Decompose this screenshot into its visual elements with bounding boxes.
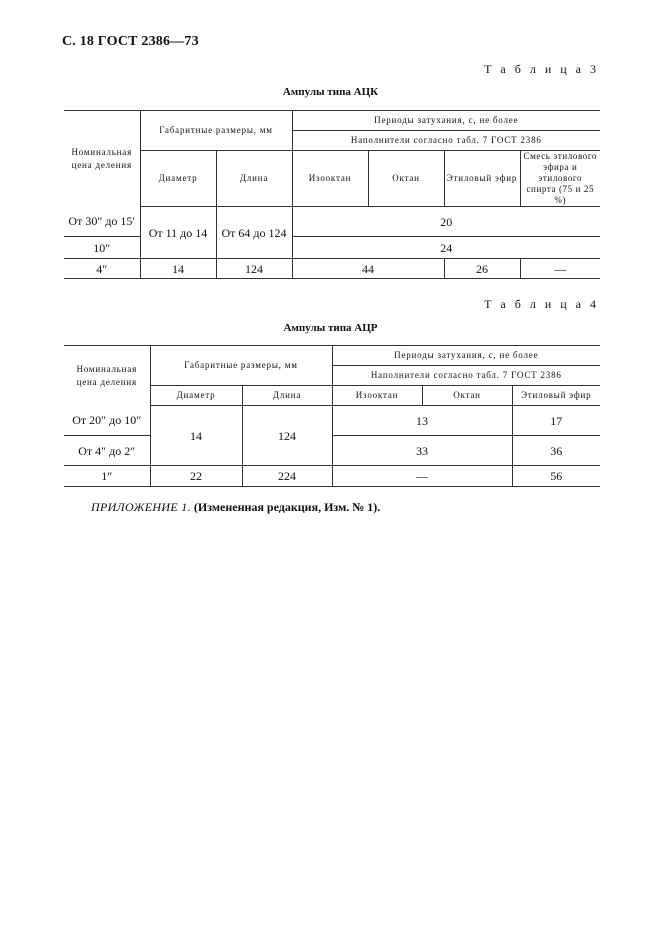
t3-r1-nominal: От 30″ до 15′	[64, 207, 140, 237]
table-row	[64, 406, 600, 436]
t3-col-ether: Этиловый эфир	[444, 151, 520, 207]
table4-caption: Ампулы типа АЦР	[283, 322, 378, 334]
t4-head-dims: Габаритные размеры, мм	[150, 346, 332, 386]
t3-r3-isooctane-octane: 44	[292, 259, 444, 279]
t3-r3-ether: 26	[444, 259, 520, 279]
table-row	[64, 207, 600, 237]
appendix-title: ПРИЛОЖЕНИЕ 1.	[91, 500, 191, 514]
t3-head-dims: Габаритные размеры, мм	[140, 111, 292, 151]
t3-head-periods: Периоды затухания, с, не более	[292, 111, 600, 131]
t4-head-nominal: Номинальная цена деления	[64, 346, 150, 406]
t4-r2-nominal: От 4″ до 2″	[64, 436, 150, 466]
t3-r2-nominal: 10″	[93, 240, 111, 255]
t4-r1-nominal: От 20″ до 10″	[72, 413, 142, 428]
t4-col-length: Длина	[242, 386, 332, 406]
t4-r3-iso-octane: —	[332, 466, 512, 487]
t4-r3-diameter: 22	[150, 466, 242, 487]
t3-col-diameter: Диаметр	[140, 151, 216, 207]
t4-r3-length: 224	[242, 466, 332, 487]
t4-col-octane: Октан	[422, 386, 512, 406]
table-row	[64, 466, 600, 487]
t3-r1-diameter: От 11 до 14	[140, 207, 216, 259]
t3-r3-nominal: 4″	[64, 259, 140, 279]
table3-number: Т а б л и ц а 3	[484, 62, 599, 76]
t3-r2-merged: 24	[292, 237, 600, 259]
t3-r3-diameter: 14	[140, 259, 216, 279]
t4-r1-length: 124	[242, 406, 332, 466]
t4-r3-ether: 56	[512, 466, 600, 487]
appendix-edit-note: (Измененная редакция, Изм. № 1).	[193, 500, 381, 514]
page-header: С. 18 ГОСТ 2386—73	[62, 34, 199, 49]
t3-r3-mix: —	[520, 259, 600, 279]
t3-head-nominal: Номинальная цена деления	[64, 111, 140, 207]
t3-head-fillers: Наполнители согласно табл. 7 ГОСТ 2386	[292, 131, 600, 151]
t4-r1-iso-octane: 13	[332, 406, 512, 436]
t4-head-fillers: Наполнители согласно табл. 7 ГОСТ 2386	[332, 366, 600, 386]
table4	[64, 345, 600, 487]
t4-col-diameter: Диаметр	[150, 386, 242, 406]
t4-r2-ether: 36	[512, 436, 600, 466]
t4-col-ether: Этиловый эфир	[512, 386, 600, 406]
table3	[64, 110, 600, 279]
t4-r3-nominal: 1″	[64, 466, 150, 487]
table4-number: Т а б л и ц а 4	[484, 297, 599, 311]
t4-head-periods: Периоды затухания, с, не более	[332, 346, 600, 366]
t4-r2-iso-octane: 33	[332, 436, 512, 466]
t3-col-length: Длина	[216, 151, 292, 207]
t3-col-isooctane: Изооктан	[292, 151, 368, 207]
t3-col-octane: Октан	[368, 151, 444, 207]
table3-caption: Ампулы типа АЦК	[282, 86, 379, 98]
table-row	[64, 259, 600, 279]
t3-r1-length: От 64 до 124	[216, 207, 292, 259]
t3-r3-length: 124	[216, 259, 292, 279]
t4-r1-diameter: 14	[150, 406, 242, 466]
t4-col-isooctane: Изооктан	[332, 386, 422, 406]
appendix-note	[91, 500, 380, 515]
table-row	[64, 436, 600, 466]
t3-col-mix: Смесь этилового эфира и этилового спирта (75 и 25 %)	[520, 151, 600, 207]
t3-r1-merged: 20	[292, 207, 600, 237]
t4-r1-ether: 17	[512, 406, 600, 436]
